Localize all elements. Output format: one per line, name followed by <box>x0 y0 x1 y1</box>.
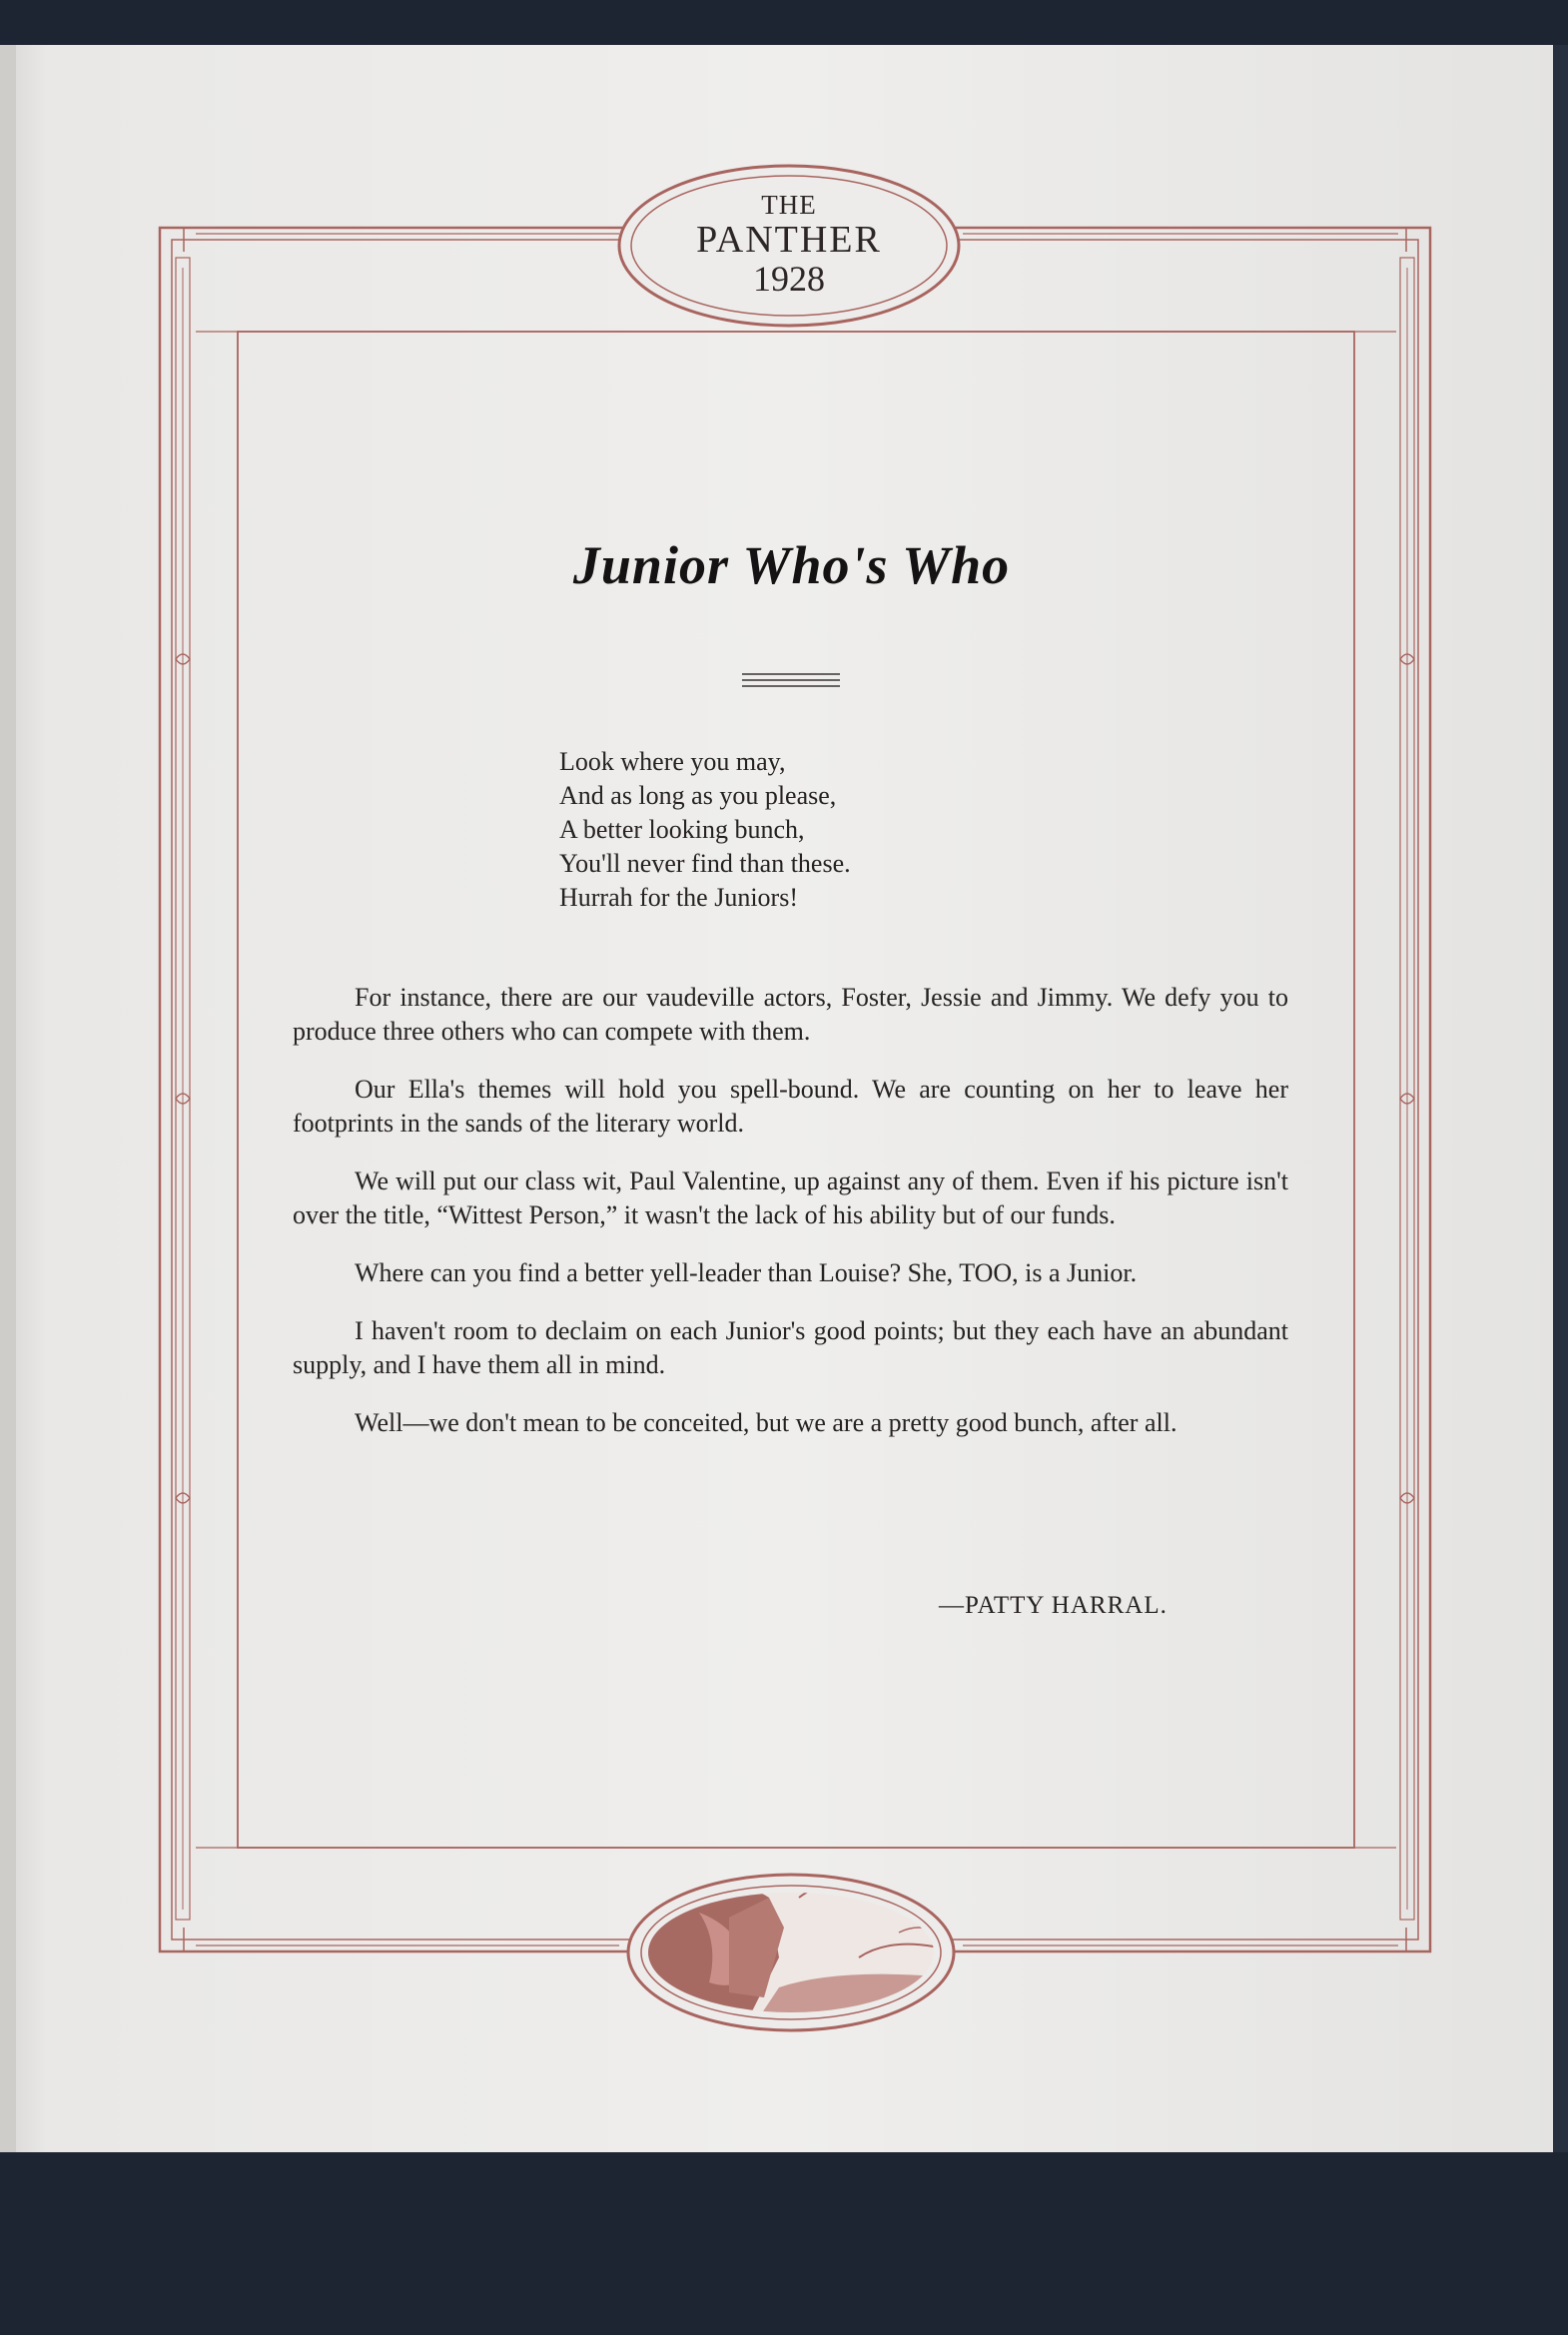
paragraph: Where can you find a better yell-leader than Louise? She, TOO, is a Junior. <box>355 1258 1138 1287</box>
poem-line: A better looking bunch, <box>559 815 805 844</box>
publication-header <box>639 190 939 310</box>
poem-line: You'll never find than these. <box>559 849 851 878</box>
poem-line: Look where you may, <box>559 747 786 776</box>
paragraph: We will put our class wit, Paul Valentine, up against any of them. Even if his picture isn't over the title, “Wittest Person,” it wasn't the lack of his ability but of our funds. <box>293 1167 1288 1229</box>
publication-name: PANTHER <box>696 219 882 261</box>
landscape-vignette <box>628 1875 954 2030</box>
poem <box>559 745 851 915</box>
header-article: THE <box>761 190 817 220</box>
poem-line: And as long as you please, <box>559 781 837 810</box>
paragraph: For instance, there are our vaudeville actors, Foster, Jessie and Jimmy. We defy you to produce three others who can compete with them. <box>293 983 1288 1046</box>
paragraph: I haven't room to declaim on each Junior's good points; but they each have an abundant supply, and I have them all in mind. <box>293 1316 1288 1379</box>
author-signature: —PATTY HARRAL. <box>939 1592 1168 1619</box>
page-title: Junior Who's Who <box>572 535 1011 595</box>
poem-line: Hurrah for the Juniors! <box>559 883 798 912</box>
paragraph: Our Ella's themes will hold you spell-bound. We are counting on her to leave her footprints in the sands of the literary world. <box>293 1075 1288 1138</box>
publication-year: 1928 <box>753 259 825 299</box>
paragraph: Well—we don't mean to be conceited, but we are a pretty good bunch, after all. <box>355 1408 1177 1437</box>
article-body <box>293 981 1288 1464</box>
